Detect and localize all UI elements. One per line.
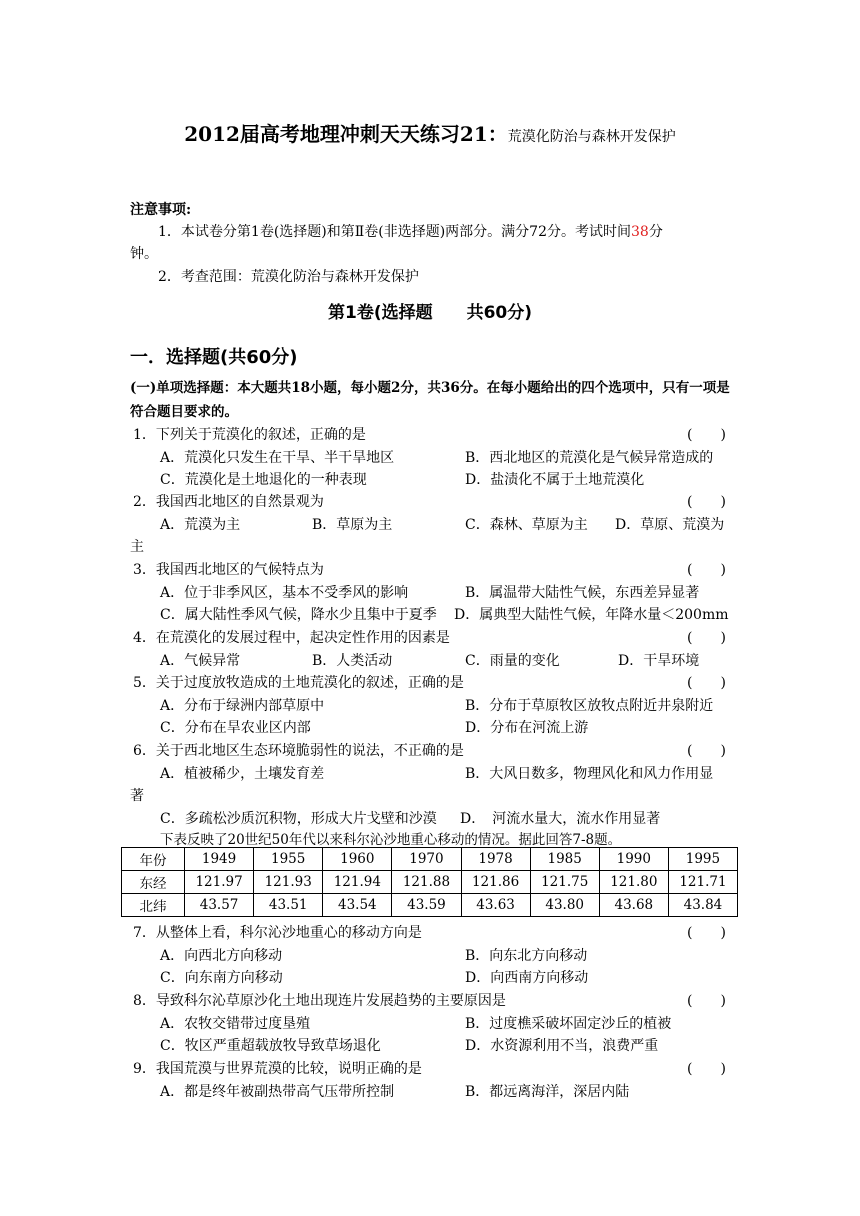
title-subtitle: 荒漠化防治与森林开发保护 bbox=[507, 129, 676, 145]
table-row bbox=[122, 871, 738, 894]
option-c: C．多疏松沙质沉积物，形成大片戈壁和沙漠 bbox=[160, 811, 437, 827]
option-b: B．大风日数多，物理风化和风力作用显 bbox=[465, 766, 714, 782]
table-cell: 121.75 bbox=[530, 871, 599, 894]
table-cell: 121.71 bbox=[668, 871, 737, 894]
option-d: D．草原、荒漠为 bbox=[615, 517, 725, 533]
question-3 bbox=[133, 559, 733, 579]
question-9 bbox=[133, 1058, 733, 1078]
option-d: D．向西南方向移动 bbox=[465, 970, 589, 986]
table-cell: 43.57 bbox=[185, 894, 254, 917]
answer-blank: ( ) bbox=[687, 1061, 726, 1077]
question-1 bbox=[133, 424, 733, 444]
table-cell: 1985 bbox=[530, 848, 599, 871]
notice-item-1-suffix: 分 bbox=[648, 224, 663, 240]
option-c: C．雨量的变化 bbox=[465, 653, 560, 669]
option-b: B．向东北方向移动 bbox=[465, 948, 588, 964]
answer-blank: ( ) bbox=[687, 562, 726, 578]
answer-blank: ( ) bbox=[687, 743, 726, 759]
option-b: B．过度樵采破坏固定沙丘的植被 bbox=[465, 1016, 672, 1032]
table-cell: 121.88 bbox=[392, 871, 461, 894]
option-c: C．牧区严重超载放牧导致草场退化 bbox=[160, 1038, 381, 1054]
option-b: B．人类活动 bbox=[312, 653, 393, 669]
option-a: A．位于非季风区，基本不受季风的影响 bbox=[160, 585, 409, 601]
table-cell: 121.97 bbox=[185, 871, 254, 894]
question-stem: 4．在荒漠化的发展过程中，起决定性作用的因素是 bbox=[133, 630, 450, 646]
notice-item-2: 2．考查范围：荒漠化防治与森林开发保护 bbox=[158, 269, 419, 285]
option-a: A．荒漠化只发生在干旱、半干旱地区 bbox=[160, 450, 395, 466]
answer-blank: ( ) bbox=[687, 675, 726, 691]
section-title: 一．选择题(共60分) bbox=[130, 347, 298, 368]
table-cell: 43.80 bbox=[530, 894, 599, 917]
question-stem: 5．关于过度放牧造成的土地荒漠化的叙述，正确的是 bbox=[133, 675, 464, 691]
question-stem: 2．我国西北地区的自然景观为 bbox=[133, 494, 324, 510]
table-cell: 1960 bbox=[323, 848, 392, 871]
option-d: D． 河流水量大，流水作用显著 bbox=[460, 811, 661, 827]
question-stem: 1．下列关于荒漠化的叙述，正确的是 bbox=[133, 427, 366, 443]
table-cell: 1949 bbox=[185, 848, 254, 871]
table-cell: 43.54 bbox=[323, 894, 392, 917]
option-d-continuation: 主 bbox=[130, 539, 144, 555]
option-c: C．荒漠化是土地退化的一种表现 bbox=[160, 472, 367, 488]
question-5 bbox=[133, 672, 733, 692]
option-b: B．西北地区的荒漠化是气候异常造成的 bbox=[465, 450, 714, 466]
option-b-continuation: 著 bbox=[130, 788, 144, 804]
question-7 bbox=[133, 922, 733, 942]
table-cell: 43.59 bbox=[392, 894, 461, 917]
option-c: C．森林、草原为主 bbox=[465, 517, 588, 533]
table-cell: 1955 bbox=[254, 848, 323, 871]
option-d: D．分布在河流上游 bbox=[465, 720, 589, 736]
table-row bbox=[122, 894, 738, 917]
table-cell: 121.86 bbox=[461, 871, 530, 894]
option-c: C．分布在旱农业区内部 bbox=[160, 720, 311, 736]
table-cell: 1995 bbox=[668, 848, 737, 871]
answer-blank: ( ) bbox=[687, 427, 726, 443]
option-b: B．草原为主 bbox=[312, 517, 393, 533]
exam-time-value: 38 bbox=[631, 224, 649, 240]
notice-item-1-text: 1．本试卷分第1卷(选择题)和第Ⅱ卷(非选择题)两部分。满分72分。考试时间 bbox=[158, 224, 631, 240]
sand-centroid-table bbox=[121, 847, 738, 917]
option-a: A．植被稀少，土壤发育差 bbox=[160, 766, 325, 782]
option-b: B．分布于草原牧区放牧点附近井泉附近 bbox=[465, 698, 714, 714]
question-2 bbox=[133, 491, 733, 511]
option-d: D．属典型大陆性气候，年降水量＜200mm bbox=[454, 607, 729, 623]
notice-item-1 bbox=[158, 221, 732, 243]
page-title bbox=[0, 118, 860, 147]
option-a: A．都是终年被副热带高气压带所控制 bbox=[160, 1084, 395, 1100]
answer-blank: ( ) bbox=[687, 993, 726, 1009]
option-d: D．水资源利用不当，浪费严重 bbox=[465, 1038, 659, 1054]
notice-item-1-continuation: 钟。 bbox=[130, 246, 158, 262]
table-note: 下表反映了20世纪50年代以来科尔沁沙地重心移动的情况。据此回答7-8题。 bbox=[160, 832, 622, 848]
option-b: B．都远离海洋，深居内陆 bbox=[465, 1084, 630, 1100]
table-row bbox=[122, 848, 738, 871]
question-stem: 6．关于西北地区生态环境脆弱性的说法，不正确的是 bbox=[133, 743, 464, 759]
title-main: 2012届高考地理冲刺天天练习21： bbox=[184, 122, 508, 146]
table-cell: 43.68 bbox=[599, 894, 668, 917]
table-cell: 1990 bbox=[599, 848, 668, 871]
question-stem: 7．从整体上看，科尔沁沙地重心的移动方向是 bbox=[133, 925, 422, 941]
option-a: A．向西北方向移动 bbox=[160, 948, 283, 964]
table-cell: 1970 bbox=[392, 848, 461, 871]
table-cell: 121.80 bbox=[599, 871, 668, 894]
option-d: D．盐渍化不属于土地荒漠化 bbox=[465, 472, 645, 488]
question-4 bbox=[133, 627, 733, 647]
option-c: C．向东南方向移动 bbox=[160, 970, 283, 986]
table-cell: 1978 bbox=[461, 848, 530, 871]
option-a: A．气候异常 bbox=[160, 653, 241, 669]
option-c: C．属大陆性季风气候，降水少且集中于夏季 bbox=[160, 607, 437, 623]
question-stem: 9．我国荒漠与世界荒漠的比较，说明正确的是 bbox=[133, 1061, 422, 1077]
option-d: D．干旱环境 bbox=[618, 653, 700, 669]
notice-heading: 注意事项: bbox=[130, 202, 192, 218]
table-cell: 东经 bbox=[122, 871, 185, 894]
option-a: A．荒漠为主 bbox=[160, 517, 241, 533]
table-cell: 43.63 bbox=[461, 894, 530, 917]
table-cell: 43.84 bbox=[668, 894, 737, 917]
question-stem: 3．我国西北地区的气候特点为 bbox=[133, 562, 324, 578]
table-cell: 年份 bbox=[122, 848, 185, 871]
option-b: B．属温带大陆性气候，东西差异显著 bbox=[465, 585, 700, 601]
option-a: A．分布于绿洲内部草原中 bbox=[160, 698, 325, 714]
section-instructions: (一)单项选择题：本大题共18小题，每小题2分，共36分。在每小题给出的四个选项中，只有一项是符合题目要求的。 bbox=[130, 380, 730, 420]
table-cell: 北纬 bbox=[122, 894, 185, 917]
question-8 bbox=[133, 990, 733, 1010]
answer-blank: ( ) bbox=[687, 494, 726, 510]
option-a: A．农牧交错带过度垦殖 bbox=[160, 1016, 311, 1032]
answer-blank: ( ) bbox=[687, 925, 726, 941]
question-stem: 8．导致科尔沁草原沙化土地出现连片发展趋势的主要原因是 bbox=[133, 993, 506, 1009]
answer-blank: ( ) bbox=[687, 630, 726, 646]
table-cell: 121.94 bbox=[323, 871, 392, 894]
table-cell: 121.93 bbox=[254, 871, 323, 894]
volume-title: 第1卷(选择题 共60分) bbox=[327, 303, 533, 323]
question-6 bbox=[133, 740, 733, 760]
table-cell: 43.51 bbox=[254, 894, 323, 917]
